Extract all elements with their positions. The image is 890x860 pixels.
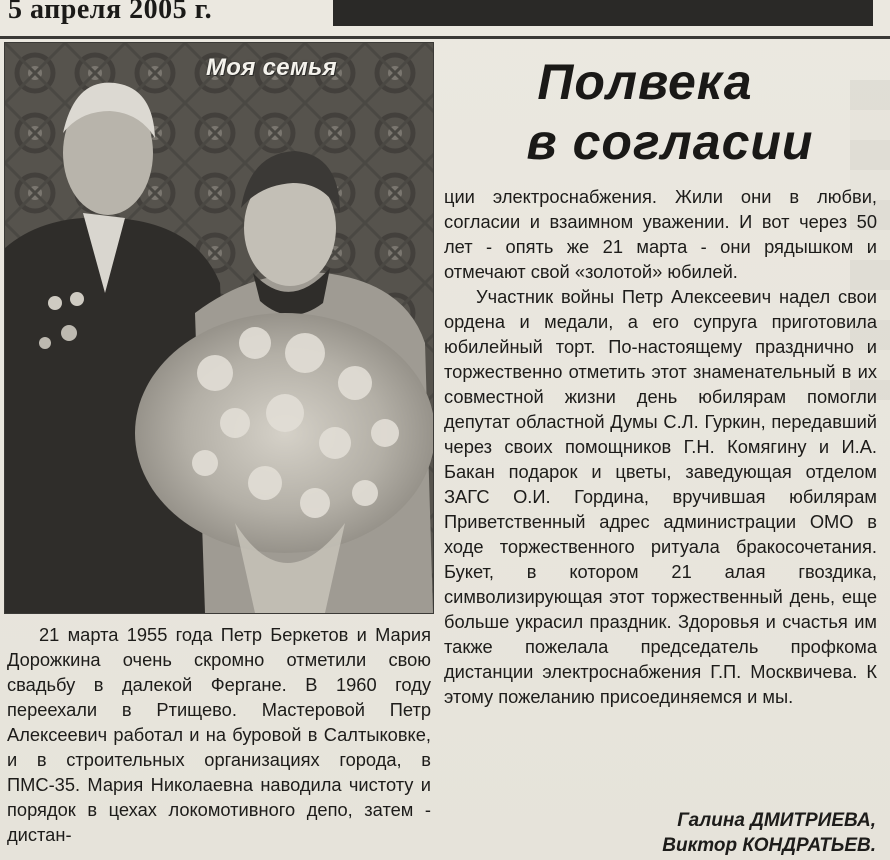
issue-date: 5 апреля 2005 г.	[8, 0, 213, 25]
headline-line-1: Полвека	[537, 54, 753, 110]
article-headline	[440, 52, 880, 172]
paragraph-1-continuation: ции электроснабжения. Жили они в любви, согласии и взаимном уважении. И вот через 50 лет - опять же 21 марта - они рядышком и отмечают свой «золотой» юбилей.	[444, 186, 877, 282]
article-column-left	[7, 622, 431, 847]
article-byline	[662, 808, 876, 858]
paragraph-2: Участник войны Петр Алексеевич надел свои ордена и медали, а его супруга приготовила юбилейный торт. По-настоящему празднично и торжественно отметить этот знаменательный в их совместной жизни день юбилярам помогли депутат областной Думы С.Л. Гуркин, передавший через своих помощников Г.Н. Комягину и И.А. Бакан подарок и цветы, заведующая отделом ЗАГС О.И. Гордина, вручившая юбилярам Приветственный адрес администрации ОМО в ходе торжественного ритуала бракосочетания. Букет, в котором 21 алая гвоздика, символизирующая этот торжественный день, еще больше украсил праздник. Здоровья и счастья им также пожелала председатель профкома дистанции электроснабжения Г.П. Москвичева. К этому пожеланию присоединяемся и мы.	[444, 286, 877, 707]
headline-line-2: в согласии	[526, 114, 814, 170]
author-1: Галина ДМИТРИЕВА,	[677, 810, 876, 831]
rubric-label: Моя семья	[206, 54, 337, 81]
couple-photo	[4, 42, 434, 614]
header-rule	[0, 36, 890, 39]
article-column-right	[444, 184, 877, 709]
paragraph-1-start: 21 марта 1955 года Петр Беркетов и Мария Дорожкина очень скромно отметили свою свадьбу в далекой Фергане. В 1960 году переехали в Ртищево. Мастеровой Петр Алексеевич работал и на буровой в Салтыковке, и в строительных организациях города, в ПМС-35. Мария Николаевна наводила чистоту и порядок в цехах локомотивного депо, затем - дистан-	[7, 624, 431, 845]
author-2: Виктор КОНДРАТЬЕВ.	[662, 835, 876, 856]
header-black-bar	[333, 0, 873, 26]
